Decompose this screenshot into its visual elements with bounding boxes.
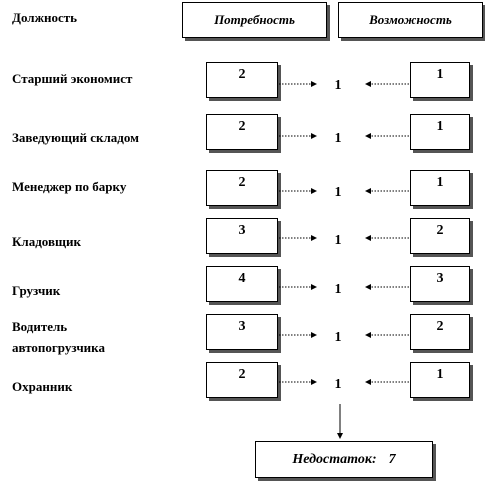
need-box: 3	[206, 218, 278, 254]
position-label: Водитель автопогрузчика	[12, 319, 105, 355]
need-box: 2	[206, 170, 278, 206]
possibility-box: 1	[410, 170, 470, 206]
need-box: 4	[206, 266, 278, 302]
deficit-value: 7	[388, 451, 396, 467]
possibility-box: 2	[410, 314, 470, 350]
position-label: Заведующий складом	[12, 130, 139, 145]
need-box: 2	[206, 62, 278, 98]
position-label: Охранник	[12, 379, 73, 394]
position-label: Грузчик	[12, 283, 61, 298]
difference-value: 1	[334, 78, 342, 93]
deficit-label: Недостаток:	[292, 451, 377, 467]
possibility-box: 1	[410, 62, 470, 98]
position-label: Старший экономист	[12, 71, 133, 86]
difference-value: 1	[334, 330, 342, 345]
difference-value: 1	[334, 185, 342, 200]
possibility-column-header: Возможность	[338, 2, 483, 38]
need-column-header: Потребность	[182, 2, 327, 38]
deficit-box	[255, 441, 433, 478]
possibility-box: 2	[410, 218, 470, 254]
difference-value: 1	[334, 282, 342, 297]
difference-value: 1	[334, 377, 342, 392]
difference-value: 1	[334, 233, 342, 248]
need-box: 2	[206, 362, 278, 398]
position-label: Кладовщик	[12, 234, 81, 249]
need-box: 3	[206, 314, 278, 350]
need-box: 2	[206, 114, 278, 150]
position-column-header: Должность	[12, 10, 78, 25]
possibility-box: 1	[410, 114, 470, 150]
possibility-box: 1	[410, 362, 470, 398]
difference-value: 1	[334, 131, 342, 146]
position-label: Менеджер по барку	[12, 179, 127, 194]
possibility-box: 3	[410, 266, 470, 302]
